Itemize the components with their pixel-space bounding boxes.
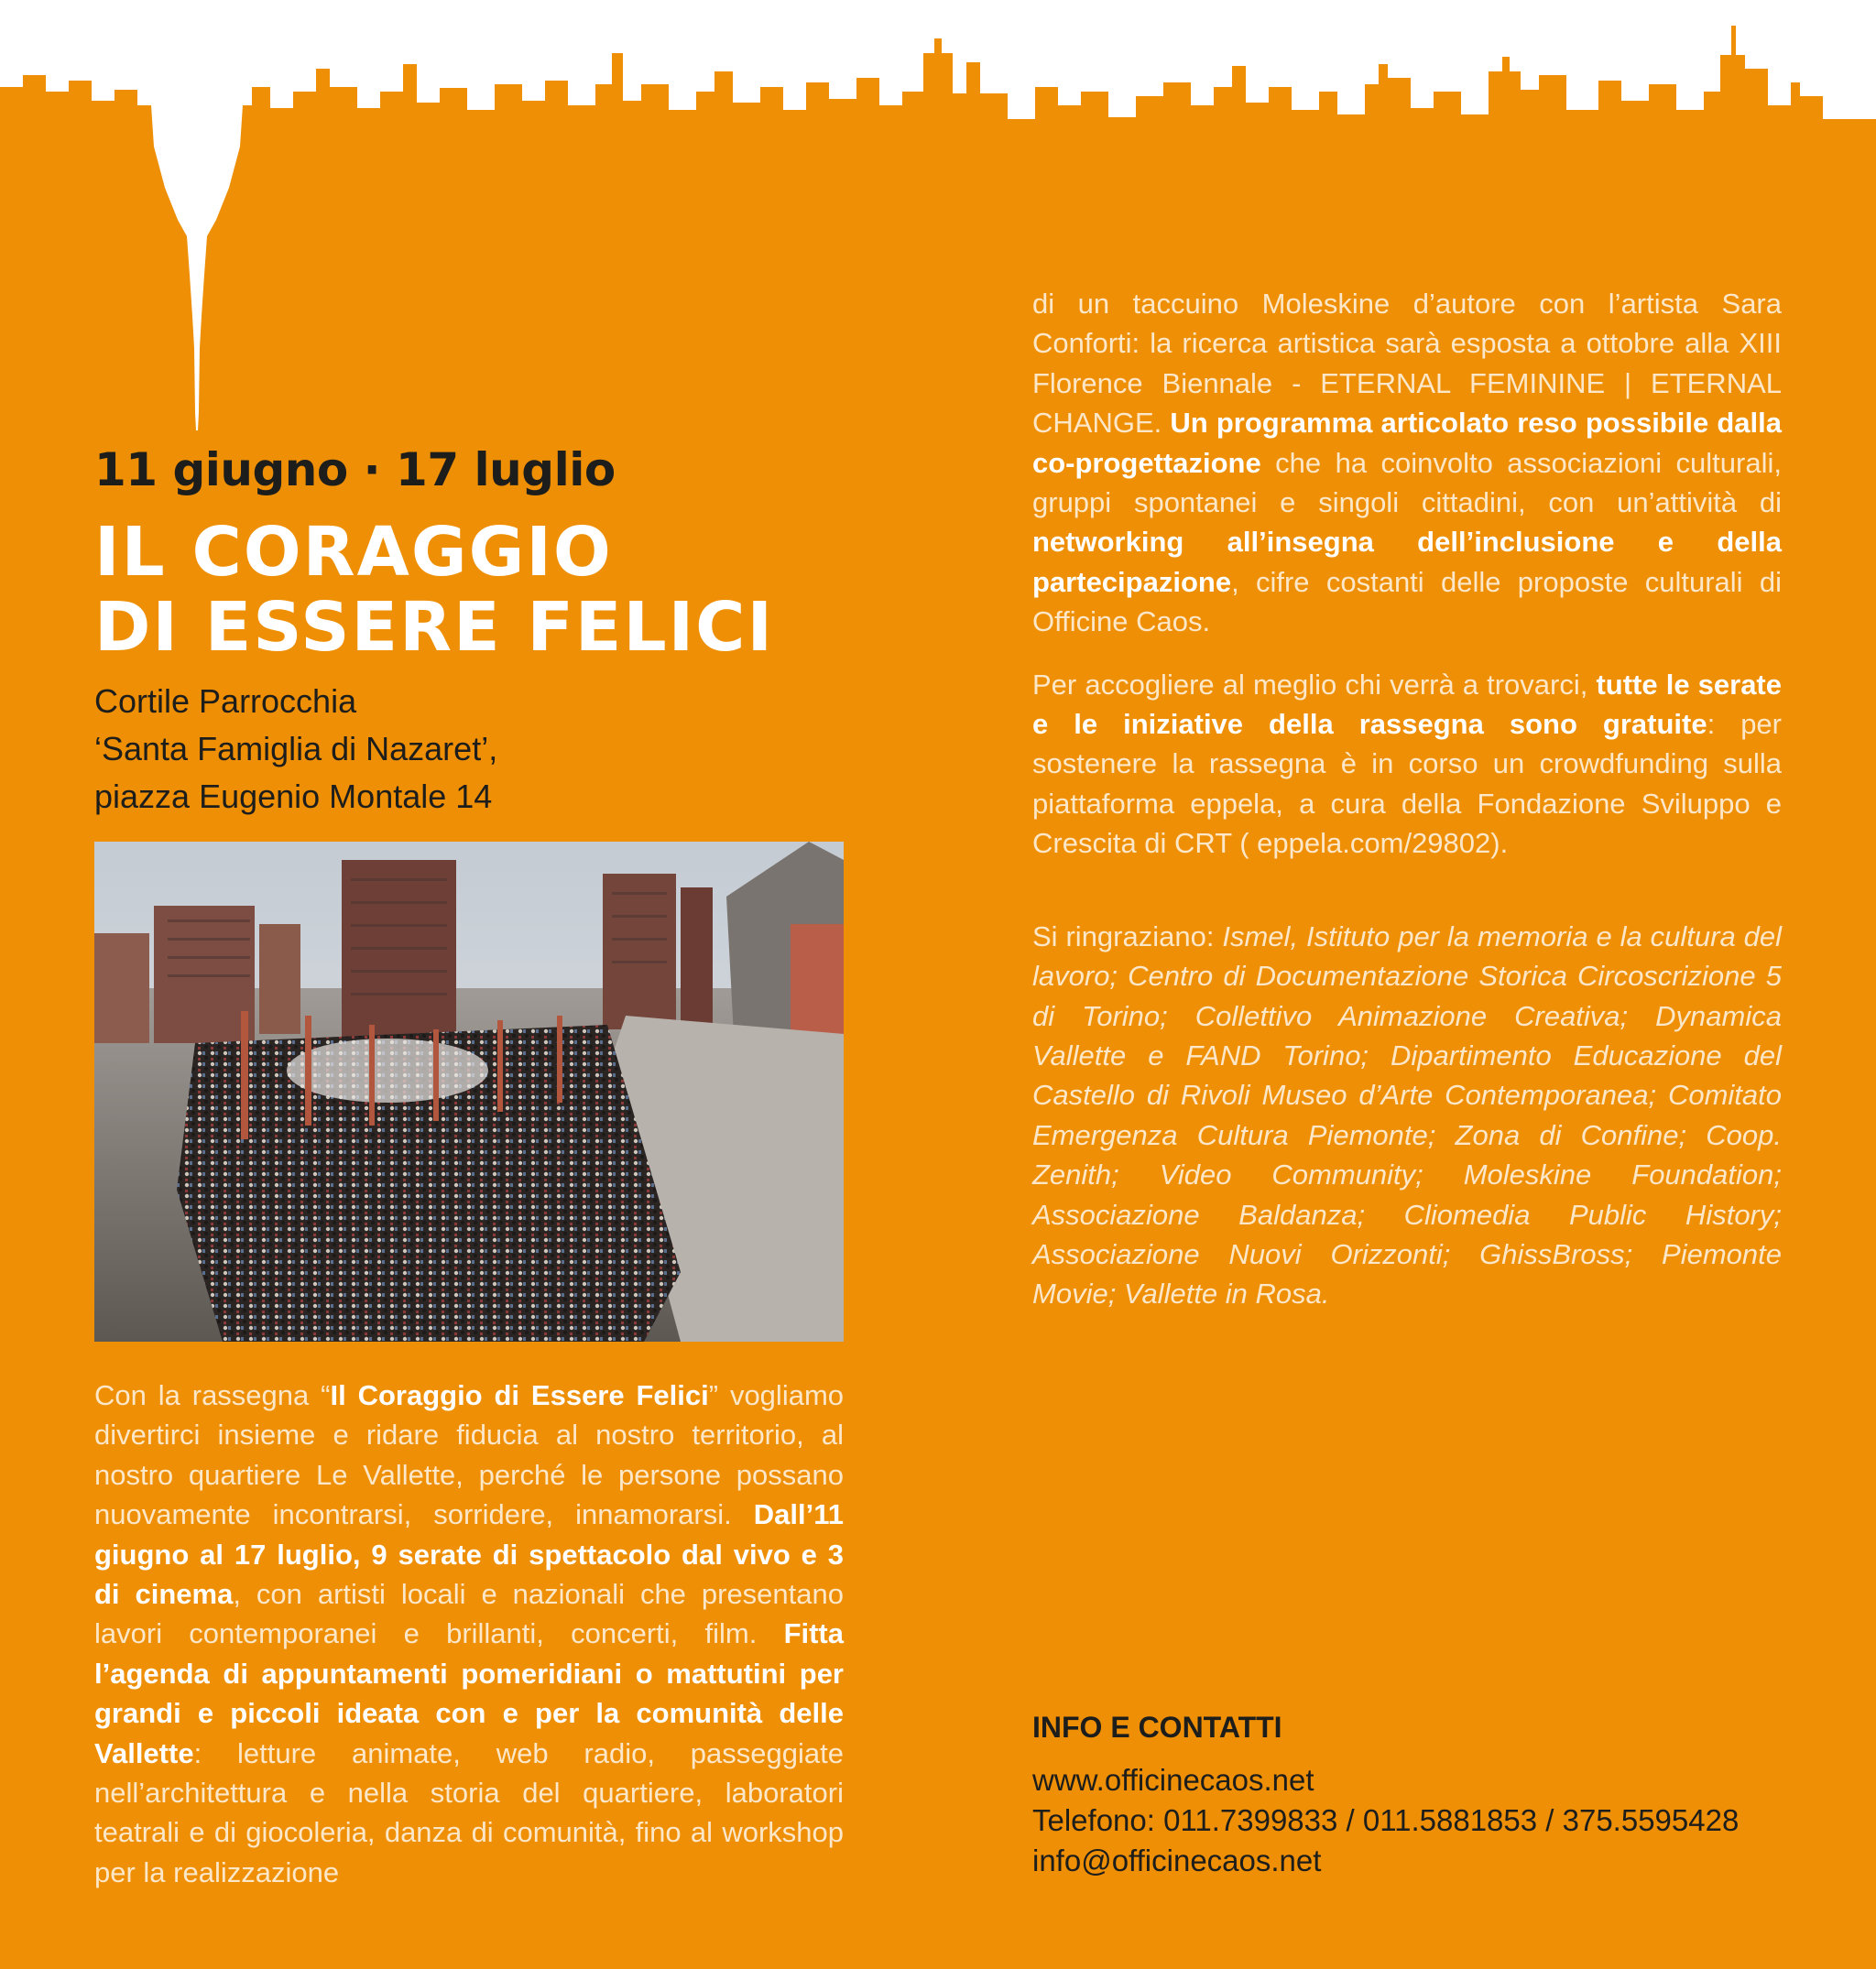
venue-line-2: ‘Santa Famiglia di Nazaret’, — [94, 730, 498, 767]
program-bold-coprogettazione: Un programma articolato reso possibile dalla co-progettazione — [1032, 407, 1782, 479]
program-paragraph — [1032, 284, 1782, 642]
intro-bold-festival-name: Il Coraggio di Essere Felici — [330, 1379, 709, 1411]
contacts-heading: INFO E CONTATTI — [1032, 1711, 1282, 1744]
free-events-text-1: Per accogliere al meglio chi verrà a trovarci, — [1032, 668, 1597, 701]
acknowledgements-list: Ismel, Istituto per la memoria e la cultura del lavoro; Centro di Documentazione Storica Circoscrizione 5 di Torino; Collettivo Animazione Creativa; Dynamica Vallette e FAND Torino; Dipartimento Educazione del Castello di Rivoli Museo d’Arte Contemporanea; Comitato Emergenza Cultura Piemonte; Zona di Confine; Coop. Zenith; Video Community; Moleskine Foundation; Associazione Baldanza; Cliomedia Public History; Associazione Nuovi Orizzonti; GhissBross; Piemonte Movie; Vallette in Rosa. — [1032, 919, 1782, 1311]
program-text-1: di un taccuino Moleskine d’autore con l’artista Sara Conforti: la ricerca artistica sarà esposta a ottobre alla XIII Florence Biennale - ETERNAL FEMININE | ETERNAL CHANGE. — [1032, 288, 1782, 440]
free-events-bold: tutte le serate e le iniziative della rassegna sono gratuite — [1032, 668, 1783, 741]
free-events-paragraph — [1032, 665, 1782, 864]
event-title — [94, 515, 864, 665]
event-title-line-1: IL CORAGGIO — [94, 513, 613, 592]
venue-line-1: Cortile Parrocchia — [94, 682, 357, 720]
program-text-3: , cifre costanti delle proposte culturali di Officine Caos. — [1032, 565, 1782, 638]
venue-address — [94, 678, 845, 821]
intro-bold-dates: Dall’11 giugno al 17 luglio, 9 serate di spettacolo dal vivo e 3 di cinema — [94, 1498, 844, 1611]
program-text-2: che ha coinvolto associazioni culturali, gruppi spontanei e singoli cittadini, con un’attività di — [1032, 446, 1782, 519]
intro-text-4: : letture animate, web radio, passeggiate nell’architettura e nella storia del quartiere, laboratori teatrali e di giocoleria, danza di comunità, fino al workshop per la realizzazione — [94, 1736, 844, 1888]
event-date-range: 11 giugno · 17 luglio — [94, 443, 616, 496]
event-photo — [94, 842, 844, 1342]
event-title-line-2: DI ESSERE FELICI — [94, 588, 775, 667]
free-events-text-2: : per sostenere la rassegna è in corso un crowdfunding sulla piattaforma eppela, a cura della Fondazione Sviluppo e Crescita di CRT ( eppela.com/29802). — [1032, 708, 1783, 860]
intro-paragraph — [94, 1376, 844, 1892]
website-link[interactable]: www.officinecaos.net — [1032, 1763, 1314, 1797]
acknowledgements-paragraph — [1032, 917, 1782, 1314]
venue-line-3: piazza Eugenio Montale 14 — [94, 778, 493, 815]
acknowledgements-label: Si ringraziano: — [1032, 919, 1223, 952]
intro-text-2: ” vogliamo divertirci insieme e ridare fiducia al nostro territorio, al nostro quartiere Le Vallette, perché le persone possano nuovamente incontrarsi, sorridere, innamorarsi. — [94, 1379, 845, 1531]
phone-numbers: Telefono: 011.7399833 / 011.5881853 / 375.5595428 — [1032, 1803, 1740, 1837]
intro-text-3: , con artisti locali e nazionali che presentano lavori contemporanei e brillanti, concerti, film. — [94, 1578, 844, 1650]
email-link[interactable]: info@officinecaos.net — [1032, 1844, 1322, 1877]
intro-bold-agenda: Fitta l’agenda di appuntamenti pomeridiani o mattutini per grandi e piccoli ideata con e per la comunità delle Vallette — [94, 1617, 844, 1769]
intro-text-1: Con la rassegna “ — [94, 1379, 331, 1411]
contacts-block — [1032, 1705, 1820, 1881]
program-bold-networking: networking all’insegna dell’inclusione e della partecipazione — [1032, 526, 1782, 598]
right-column — [1032, 284, 1782, 1337]
